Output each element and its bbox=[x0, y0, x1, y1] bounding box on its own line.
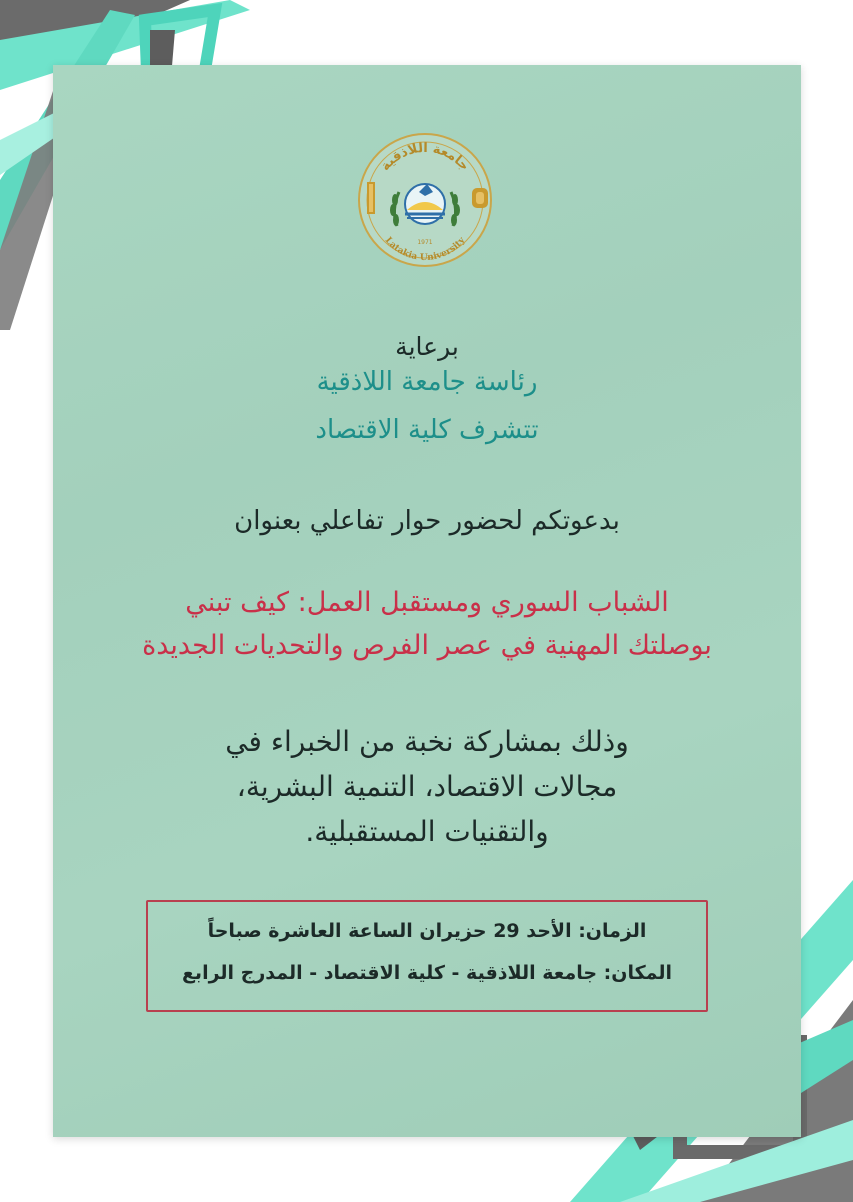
seal-english-name: Latakia University bbox=[382, 235, 468, 264]
sponsor-name: رئاسة جامعة اللاذقية bbox=[316, 367, 538, 397]
description-line-3: والتقنيات المستقبلية. bbox=[305, 815, 549, 848]
seal-year: 1971 bbox=[417, 239, 433, 246]
host-faculty: تتشرف كلية الاقتصاد bbox=[315, 415, 539, 445]
invitation-text: بدعوتكم لحضور حوار تفاعلي بعنوان bbox=[234, 506, 620, 536]
event-time: الزمان: الأحد 29 حزيران الساعة العاشرة صباحاً bbox=[207, 920, 647, 942]
event-details-box bbox=[146, 900, 708, 1012]
description-line-2: مجالات الاقتصاد، التنمية البشرية، bbox=[236, 770, 618, 803]
event-title-line-2: بوصلتك المهنية في عصر الفرص والتحديات الجديدة bbox=[142, 630, 712, 661]
seal-arabic-name: جامعة اللاذقية bbox=[377, 140, 473, 175]
sponsorship-intro: برعاية bbox=[395, 332, 459, 361]
description-line-1: وذلك بمشاركة نخبة من الخبراء في bbox=[225, 725, 629, 758]
event-place: المكان: جامعة اللاذقية - كلية الاقتصاد - المدرج الرابع bbox=[181, 962, 673, 984]
event-title-line-1: الشباب السوري ومستقبل العمل: كيف تبني bbox=[185, 587, 669, 618]
latakia-university-seal-icon bbox=[355, 130, 495, 270]
